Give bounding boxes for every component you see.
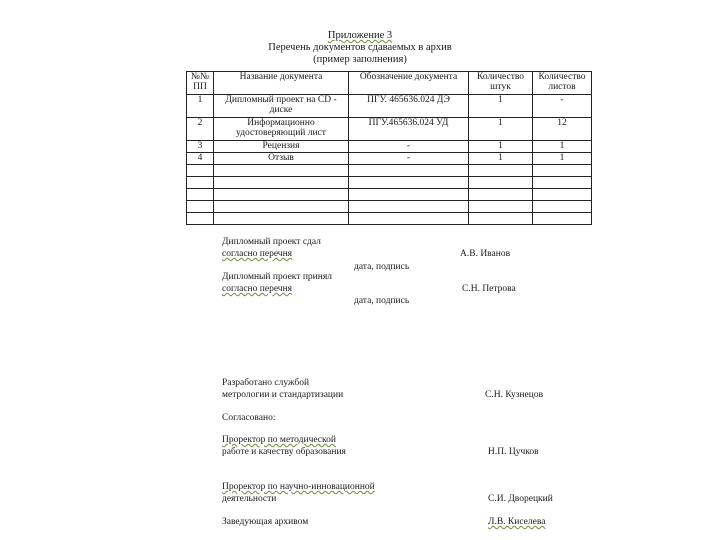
prorector-1-name: Н.П. Цучков bbox=[488, 447, 539, 457]
developed-by-label: Разработано службой bbox=[222, 378, 310, 388]
prorector-1-area: работе и качеству образования bbox=[222, 447, 346, 457]
developed-by-dept: метрологии и стандартизации bbox=[222, 390, 344, 400]
empty-table-row bbox=[187, 213, 592, 225]
cell-num: 1 bbox=[187, 95, 214, 118]
documents-table bbox=[186, 71, 592, 225]
accepted-by-name: С.Н. Петрова bbox=[462, 284, 516, 294]
archive-head-name: Л.В. Киселева bbox=[488, 517, 546, 527]
prorector-2-area: деятельности bbox=[222, 494, 277, 504]
cell-code: ПГУ. 465636.024 ДЭ bbox=[349, 95, 469, 118]
document-title: Перечень документов сдаваемых в архив bbox=[268, 42, 452, 53]
cell-qty: 1 bbox=[469, 141, 533, 153]
col-header-qty: Количество штук bbox=[469, 72, 533, 95]
submitted-per-list: согласно перечня bbox=[222, 249, 293, 259]
table-row bbox=[187, 118, 592, 141]
empty-table-row bbox=[187, 165, 592, 177]
signature-caption: дата, подпись bbox=[354, 296, 410, 306]
cell-code: - bbox=[349, 141, 469, 153]
cell-sheets: 1 bbox=[533, 153, 592, 165]
cell-name: Рецензия bbox=[214, 141, 349, 153]
cell-name: Дипломный проект на CD - диске bbox=[214, 95, 349, 118]
submitted-by-name: А.В. Иванов bbox=[460, 249, 511, 259]
cell-num: 2 bbox=[187, 118, 214, 141]
appendix-label: Приложение 3 bbox=[327, 30, 393, 41]
col-header-num: №№ ПП bbox=[187, 72, 214, 95]
archive-head-label: Заведующая архивом bbox=[222, 517, 309, 527]
agreed-label: Согласовано: bbox=[222, 413, 276, 423]
table-row bbox=[187, 95, 592, 118]
cell-code: ПГУ.465636.024 УД bbox=[349, 118, 469, 141]
accepted-per-list: согласно перечня bbox=[222, 284, 293, 294]
table-row bbox=[187, 153, 592, 165]
document-subtitle: (пример заполнения) bbox=[313, 54, 407, 65]
cell-sheets: 12 bbox=[533, 118, 592, 141]
col-header-name: Название документа bbox=[214, 72, 349, 95]
cell-num: 4 bbox=[187, 153, 214, 165]
cell-name: Информационно удостоверяющий лист bbox=[214, 118, 349, 141]
cell-name: Отзыв bbox=[214, 153, 349, 165]
accepted-label: Дипломный проект принял bbox=[222, 272, 332, 282]
cell-qty: 1 bbox=[469, 118, 533, 141]
table-header-row bbox=[187, 72, 592, 95]
prorector-2-name: С.И. Дворецкий bbox=[488, 494, 553, 504]
developer-name: С.Н. Кузнецов bbox=[485, 390, 544, 400]
col-header-sheets: Количество листов bbox=[533, 72, 592, 95]
prorector-1-title: Проректор по методической bbox=[222, 435, 336, 445]
empty-table-row bbox=[187, 189, 592, 201]
col-header-code: Обозначение документа bbox=[349, 72, 469, 95]
cell-qty: 1 bbox=[469, 153, 533, 165]
cell-sheets: - bbox=[533, 95, 592, 118]
empty-table-row bbox=[187, 177, 592, 189]
submitted-label: Дипломный проект сдал bbox=[222, 237, 321, 247]
table-row bbox=[187, 141, 592, 153]
cell-sheets: 1 bbox=[533, 141, 592, 153]
cell-num: 3 bbox=[187, 141, 214, 153]
empty-table-row bbox=[187, 201, 592, 213]
cell-code: - bbox=[349, 153, 469, 165]
cell-qty: 1 bbox=[469, 95, 533, 118]
prorector-2-title: Проректор по научно-инновационной bbox=[222, 482, 375, 492]
signature-caption: дата, подпись bbox=[354, 262, 410, 272]
